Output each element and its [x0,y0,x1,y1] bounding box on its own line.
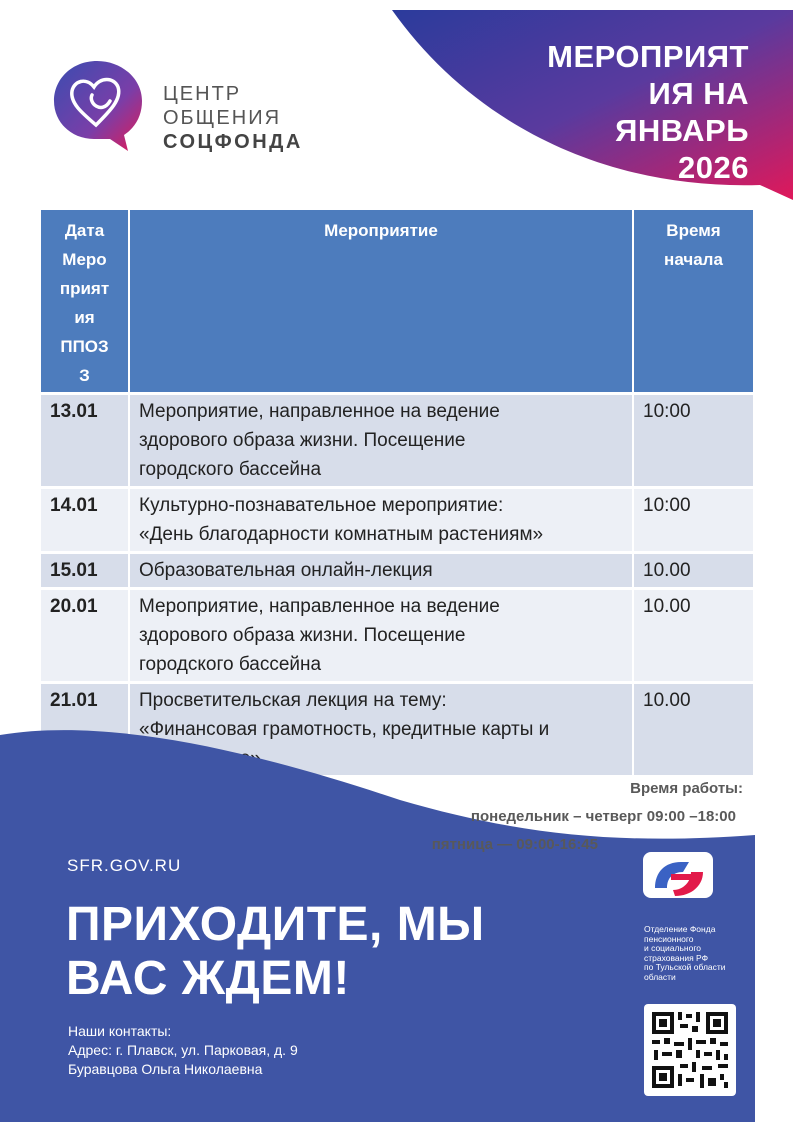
qr-code[interactable] [644,1004,736,1096]
contacts-address: Адрес: г. Плавск, ул. Парковая, д. 9 [68,1042,298,1058]
sfr-logo-icon [643,852,713,898]
cta-line-2: ВАС ЖДЕМ! [66,952,350,1005]
row-time: 10.00 [633,589,753,683]
sfr-caption [644,925,744,982]
row-event [129,488,633,553]
title-line-4: 2026 [678,150,749,185]
row-event [129,394,633,488]
table-row [41,394,753,488]
sfr-caption-line: Отделение Фонда [644,924,716,934]
event-line: городского бассейна [139,459,322,480]
sfr-caption-line: по Тульской области [644,962,726,972]
header-date-line: прият [59,279,110,298]
table-row [41,553,753,589]
header-date-line: З [79,366,90,385]
table-row [41,488,753,553]
header-date-line: Меро [62,250,107,269]
sfr-caption-line: и социального [644,943,701,953]
header-time-line: Время [666,221,721,240]
page-title [509,38,749,186]
title-line-3: ЯНВАРЬ [615,113,749,148]
event-line: Мероприятие, направленное на ведение [139,596,500,617]
header-event [129,210,633,394]
header-time-line: начала [664,250,723,269]
contacts-person: Буравцова Ольга Николаевна [68,1061,263,1077]
cta-line-1: ПРИХОДИТЕ, МЫ [66,898,485,951]
contacts-block [68,1022,298,1079]
row-date: 21.01 [41,683,129,776]
logo-line-2: ОБЩЕНИЯ [163,107,282,129]
event-line: городского бассейна [139,654,322,675]
header-date-line: Дата [64,221,105,240]
logo-line-3: СОЦФОНДА [163,131,303,153]
event-line: здорового образа жизни. Посещение [139,625,466,646]
event-line: Культурно-познавательное мероприятие: [139,495,504,516]
row-time: 10.00 [633,553,753,589]
qr-code-icon [644,1004,736,1096]
row-time: 10.00 [633,683,753,776]
title-line-1: МЕРОПРИЯТ [547,39,749,74]
event-line: «Финансовая грамотность, кредитные карты и [139,719,550,740]
event-line: «День благодарности комнатным растениям» [139,524,544,545]
hours-friday: пятница — 09:00-16:45 [431,836,598,853]
hours-title: Время работы: [630,780,743,797]
header-date-line: ППОЗ [60,337,109,356]
row-time: 10:00 [633,394,753,488]
sfr-caption-line: пенсионного [644,933,694,944]
heart-chat-logo-icon [52,55,142,151]
hours-weekdays: понедельник – четверг 09:00 –18:00 [470,808,736,825]
logo-text [163,82,303,154]
event-line: здорового образа жизни. Посещение [139,430,466,451]
logo-line-1: ЦЕНТР [163,83,242,105]
event-line: Образовательная онлайн-лекция [139,560,433,581]
header-time [633,210,753,394]
row-event [129,553,633,589]
row-date: 13.01 [41,394,129,488]
row-date: 14.01 [41,488,129,553]
sfr-caption-line: области [644,971,676,982]
table-header-row [41,210,753,394]
header-event-label: Мероприятие [324,221,438,240]
sfr-caption-line: страхования РФ [644,952,709,963]
header-date-line: ия [74,308,95,327]
call-to-action [66,898,485,1006]
row-time: 10:00 [633,488,753,553]
event-line: Мероприятие, направленное на ведение [139,401,500,422]
event-line: Просветительская лекция на тему: [139,690,447,711]
header-date [41,210,129,394]
website-link[interactable]: SFR.GOV.RU [67,856,182,875]
row-date: 20.01 [41,589,129,683]
contacts-title: Наши контакты: [68,1023,172,1039]
row-date: 15.01 [41,553,129,589]
title-line-2: ИЯ НА [648,76,749,111]
